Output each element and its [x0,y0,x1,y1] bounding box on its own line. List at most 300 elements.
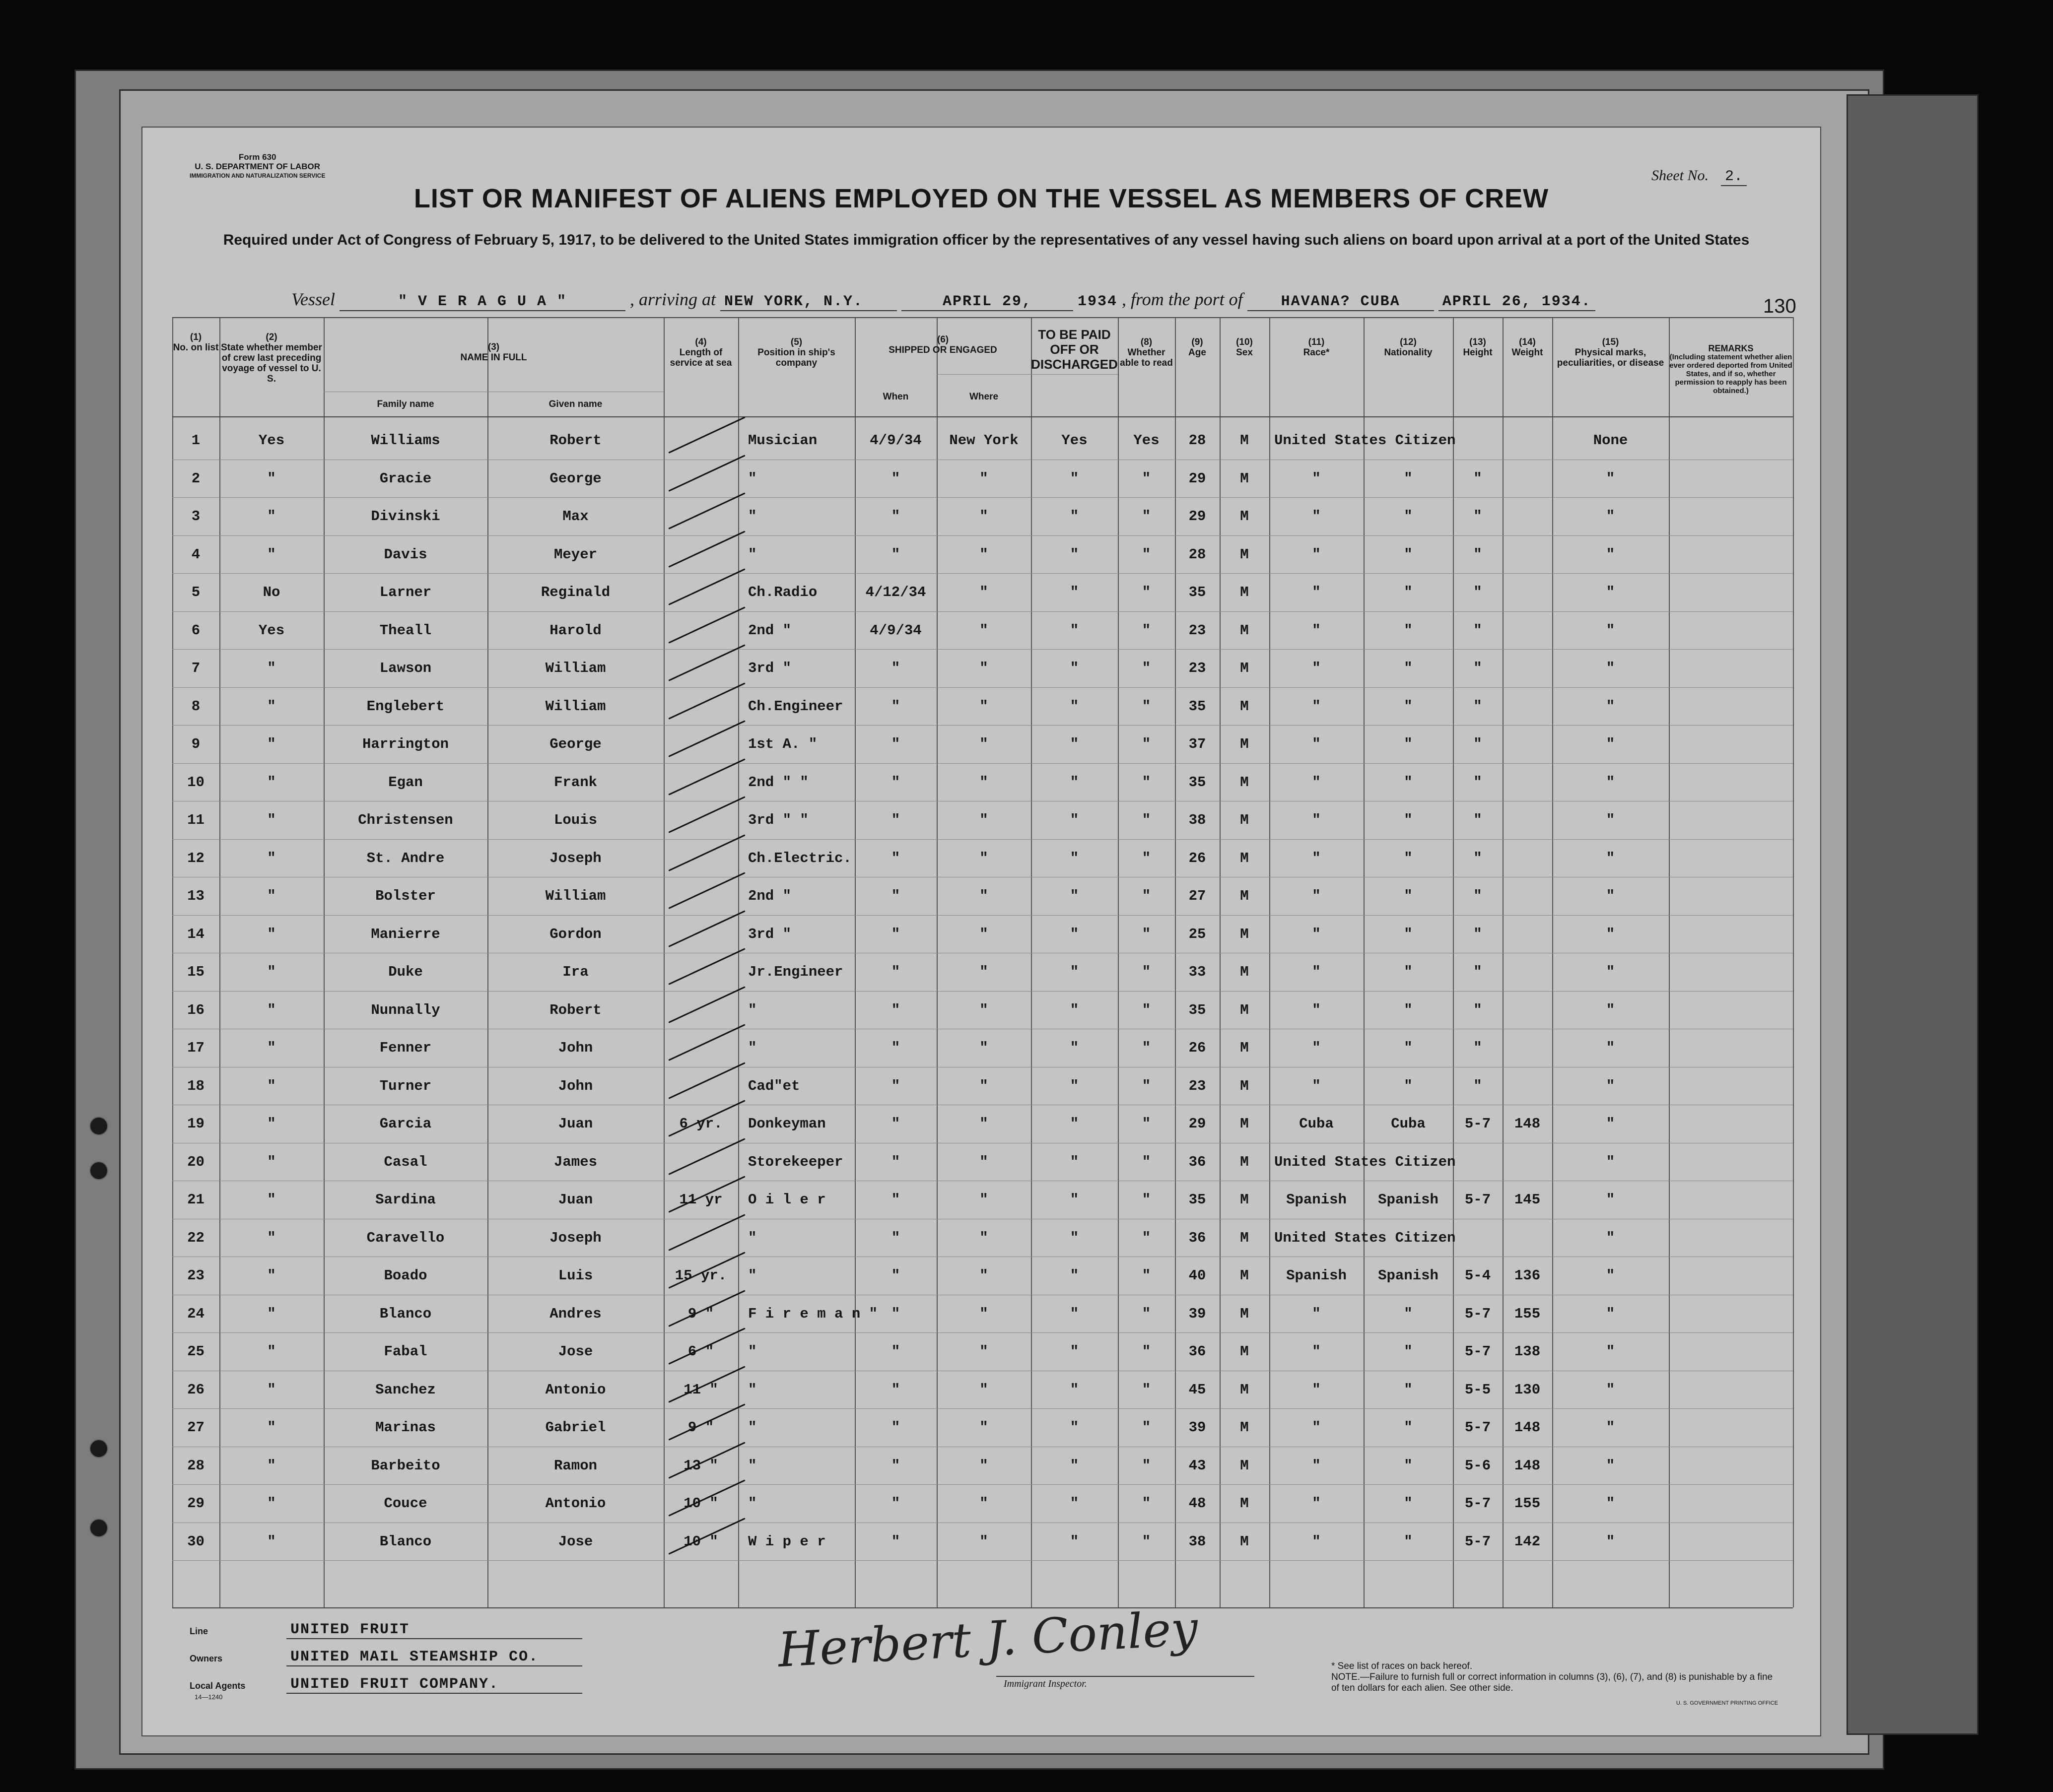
cell-service: 11 " [684,1381,718,1398]
cell-position: " [748,1001,757,1018]
table-row [172,1105,1793,1142]
table-row [172,725,1793,763]
table-row [172,497,1793,535]
cell-age: 27 [1188,888,1206,904]
table-row [172,1484,1793,1522]
cell-given: Antonio [545,1495,606,1512]
cell-age: 29 [1188,470,1206,487]
cell-no: 6 [191,622,201,639]
table-row [172,877,1793,915]
from-label: , from the port of [1122,289,1243,309]
col-header-physical-marks: (15) Physical marks, peculiarities, or disease [1557,337,1664,368]
cell-given: Max [562,508,589,525]
cell-race: " [1312,964,1321,980]
cell-sex: M [1240,1419,1249,1436]
table-row [172,611,1793,649]
cell-race: " [1312,1077,1321,1094]
cell-no: 9 [191,736,201,752]
cell-family: Fenner [379,1040,432,1056]
cell-where: " [979,622,988,639]
cell-marks: " [1606,698,1615,715]
cell-read: " [1142,1192,1151,1208]
cell-where: " [979,1343,988,1360]
checkmark-stroke [668,568,745,605]
cell-height: " [1473,964,1482,980]
cell-when: " [891,1457,900,1474]
cell-marks: " [1606,1192,1615,1208]
cell-height: 5-7 [1464,1192,1491,1208]
cell-where: " [979,546,988,563]
cell-family: Manierre [371,926,440,942]
cell-where: " [979,1305,988,1322]
cell-given: Louis [553,812,597,828]
col-header-height: (13) Height [1463,337,1493,358]
cell-prev: " [267,1495,276,1512]
cell-marks: " [1606,736,1615,752]
cell-age: 23 [1188,622,1206,639]
cell-when: " [891,1419,900,1436]
sheet-label: Sheet No. [1651,167,1709,184]
cell-prev: Yes [258,622,285,639]
cell-family: Fabal [384,1343,427,1360]
col-header-name: (3) NAME IN FULL [460,342,527,363]
cell-where: " [979,736,988,752]
footnote [1331,1661,1778,1709]
cell-prev: No [263,584,280,600]
arriving-label: , arriving at [629,289,716,309]
cell-marks: " [1606,508,1615,525]
cell-when: 4/9/34 [870,622,922,639]
cell-where: " [979,1267,988,1284]
cell-sex: M [1240,1040,1249,1056]
background-sheet-edge [1847,94,1979,1735]
cell-height: " [1473,926,1482,942]
checkmark-stroke [668,872,745,909]
cell-no: 14 [187,926,205,942]
cell-paid: " [1070,736,1079,752]
table-row [172,1219,1793,1257]
cell-no: 22 [187,1229,205,1246]
cell-given: Harold [549,622,602,639]
cell-position: " [748,1381,757,1398]
cell-race: " [1312,1495,1321,1512]
checkmark-stroke [668,1024,745,1061]
cell-height: 5-4 [1464,1267,1491,1284]
cell-position: Storekeeper [748,1153,843,1170]
cell-age: 36 [1188,1343,1206,1360]
cell-paid: " [1070,1419,1079,1436]
cell-paid: " [1070,1533,1079,1550]
cell-sex: M [1240,508,1249,525]
cell-position: 2nd " [748,622,792,639]
cell-position: " [748,1229,757,1246]
cell-marks: " [1606,1305,1615,1322]
binder-hole [89,1161,108,1180]
cell-prev: " [267,1153,276,1170]
cell-when: " [891,1495,900,1512]
cell-marks: " [1606,584,1615,600]
cell-position: F i r e m a n " [748,1305,878,1322]
cell-when: " [891,1533,900,1550]
cell-nationality: " [1404,508,1413,525]
arrival-year: 1934 [1078,293,1118,310]
cell-nationality: " [1404,622,1413,639]
cell-height: 5-7 [1464,1419,1491,1436]
cell-age: 36 [1188,1153,1206,1170]
cell-position: 3rd " " [748,812,809,828]
cell-race: " [1312,660,1321,676]
cell-race: " [1312,698,1321,715]
cell-no: 10 [187,774,205,791]
col-header-paid-off: TO BE PAID OFF OR DISCHARGED [1031,327,1118,372]
cell-when: " [891,546,900,563]
cell-sex: M [1240,698,1249,715]
cell-nationality: " [1404,660,1413,676]
cell-nationality: " [1404,736,1413,752]
cell-sex: M [1240,888,1249,904]
cell-paid: " [1070,812,1079,828]
checkmark-stroke [668,910,745,947]
table-row [172,915,1793,953]
table-row [172,763,1793,801]
cell-prev: " [267,546,276,563]
cell-age: 29 [1188,1116,1206,1132]
checkmark-stroke [668,720,745,757]
cell-prev: " [267,812,276,828]
cell-position: Jr.Engineer [748,964,843,980]
checkmark-stroke [668,796,745,833]
cell-read: " [1142,850,1151,866]
cell-read: " [1142,1077,1151,1094]
cell-where: " [979,1381,988,1398]
cell-no: 4 [191,546,201,563]
col-header-when: When [883,392,909,402]
col-header-given-name: Given name [548,399,603,409]
cell-family: St. Andre [366,850,445,866]
crew-table [172,317,1793,1607]
cell-no: 28 [187,1457,205,1474]
cell-service: 6 yr. [679,1116,723,1132]
cell-height: 5-7 [1464,1343,1491,1360]
cell-family: Gracie [379,470,432,487]
cell-position: " [748,1457,757,1474]
cell-position: Donkeyman [748,1116,826,1132]
cell-race: " [1312,470,1321,487]
cell-age: 39 [1188,1419,1206,1436]
cell-no: 8 [191,698,201,715]
cell-read: " [1142,470,1151,487]
cell-height: 5-7 [1464,1305,1491,1322]
cell-read: " [1142,888,1151,904]
cell-where: " [979,1419,988,1436]
table-row [172,535,1793,573]
cell-family: Turner [379,1077,432,1094]
cell-family: Garcia [379,1116,432,1132]
cell-position: 3rd " [748,926,792,942]
cell-marks: None [1593,432,1628,449]
table-row [172,1257,1793,1294]
cell-no: 19 [187,1116,205,1132]
cell-service: 10 " [684,1533,718,1550]
cell-where: " [979,470,988,487]
cell-given: Reginald [541,584,611,600]
cell-prev: " [267,1533,276,1550]
cell-paid: " [1070,1267,1079,1284]
cell-marks: " [1606,1153,1615,1170]
cell-where: New York [949,432,1019,449]
cell-race: " [1312,1001,1321,1018]
cell-when: " [891,1229,900,1246]
cell-prev: " [267,774,276,791]
cell-paid: " [1070,888,1079,904]
cell-race: " [1312,1381,1321,1398]
cell-family: Williams [371,432,440,449]
cell-position: " [748,546,757,563]
cell-sex: M [1240,1229,1249,1246]
cell-no: 29 [187,1495,205,1512]
cell-given: James [553,1153,597,1170]
cell-marks: " [1606,622,1615,639]
cell-service: 13 " [684,1457,718,1474]
cell-no: 30 [187,1533,205,1550]
cell-nationality: " [1404,1040,1413,1056]
owners-value: UNITED MAIL STEAMSHIP CO. [286,1649,582,1666]
cell-race: " [1312,812,1321,828]
cell-read: " [1142,660,1151,676]
cell-paid: " [1070,1343,1079,1360]
cell-nationality: " [1404,774,1413,791]
cell-when: " [891,470,900,487]
cell-race: United States Citizen [1274,432,1456,449]
cell-height: 5-6 [1464,1457,1491,1474]
cell-family: Davis [384,546,427,563]
cell-height: " [1473,736,1482,752]
cell-given: Antonio [545,1381,606,1398]
cell-paid: " [1070,1229,1079,1246]
cell-where: " [979,1229,988,1246]
cell-paid: " [1070,1495,1079,1512]
cell-position: " [748,1267,757,1284]
cell-height: " [1473,508,1482,525]
cell-sex: M [1240,1267,1249,1284]
cell-nationality: " [1404,1343,1413,1360]
cell-family: Sardina [375,1192,436,1208]
cell-age: 36 [1188,1229,1206,1246]
cell-marks: " [1606,660,1615,676]
sheet-value: 2. [1721,168,1747,186]
cell-prev: " [267,1192,276,1208]
cell-when: " [891,774,900,791]
cell-where: " [979,1077,988,1094]
col-header-shipped: (6) SHIPPED OR ENGAGED [889,334,997,355]
cell-when: " [891,1381,900,1398]
cell-read: " [1142,812,1151,828]
cell-weight: 148 [1514,1419,1541,1436]
vessel-label: Vessel [291,289,335,309]
cell-where: " [979,812,988,828]
cell-read: " [1142,1343,1151,1360]
cell-read: " [1142,1419,1151,1436]
cell-marks: " [1606,1077,1615,1094]
cell-race: " [1312,1305,1321,1322]
agents-value: UNITED FRUIT COMPANY. [286,1676,582,1694]
cell-sex: M [1240,1192,1249,1208]
cell-nationality: " [1404,812,1413,828]
col-header-race: (11) Race* [1303,337,1330,358]
cell-weight: 148 [1514,1457,1541,1474]
cell-age: 43 [1188,1457,1206,1474]
cell-paid: " [1070,1040,1079,1056]
page-subtitle: Required under Act of Congress of February 5, 1917, to be delivered to the United States immigration officer by the representatives of any vessel having such aliens on board upon arrival at a port of the United States [223,232,1750,248]
cell-age: 26 [1188,850,1206,866]
cell-race: " [1312,1343,1321,1360]
cell-race: " [1312,926,1321,942]
cell-read: " [1142,1040,1151,1056]
cell-prev: " [267,1267,276,1284]
cell-prev: " [267,1419,276,1436]
cell-family: Christensen [358,812,453,828]
cell-service: 9 " [687,1305,714,1322]
cell-sex: M [1240,850,1249,866]
cell-paid: " [1070,964,1079,980]
cell-sex: M [1240,1533,1249,1550]
cell-when: " [891,736,900,752]
checkmark-stroke [668,1214,745,1251]
cell-prev: " [267,698,276,715]
cell-race: " [1312,508,1321,525]
binder-hole [89,1519,108,1537]
table-row [172,1181,1793,1218]
cell-marks: " [1606,1229,1615,1246]
form-code: 14—1240 [195,1693,223,1701]
cell-where: " [979,1495,988,1512]
table-row [172,687,1793,725]
cell-given: Ira [562,964,589,980]
cell-age: 28 [1188,432,1206,449]
table-row [172,1332,1793,1370]
arrival-date: APRIL 29, [901,293,1073,311]
cell-family: Blanco [379,1305,432,1322]
cell-when: " [891,1192,900,1208]
printer-mark: U. S. GOVERNMENT PRINTING OFFICE [1676,1700,1778,1706]
cell-read: " [1142,546,1151,563]
cell-position: Ch.Electric. [748,850,852,866]
cell-when: 4/12/34 [865,584,926,600]
cell-marks: " [1606,964,1615,980]
cell-paid: " [1070,660,1079,676]
cell-read: " [1142,1381,1151,1398]
cell-given: Juan [558,1192,593,1208]
cell-age: 48 [1188,1495,1206,1512]
col-header-family-name: Family name [377,399,434,409]
service: IMMIGRATION AND NATURALIZATION SERVICE [190,172,326,179]
vessel-line [291,289,1595,311]
cell-where: " [979,1192,988,1208]
cell-when: " [891,1267,900,1284]
cell-age: 45 [1188,1381,1206,1398]
cell-age: 40 [1188,1267,1206,1284]
cell-marks: " [1606,1001,1615,1018]
cell-prev: " [267,888,276,904]
cell-where: " [979,1116,988,1132]
col-header-no: (1) No. on list [173,332,219,353]
cell-read: " [1142,1533,1151,1550]
cell-nationality: " [1404,1001,1413,1018]
cell-sex: M [1240,584,1249,600]
arrival-port: NEW YORK, N.Y. [720,293,897,311]
cell-where: " [979,698,988,715]
cell-sex: M [1240,1495,1249,1512]
table-row [172,1295,1793,1332]
cell-service: 9 " [687,1419,714,1436]
cell-race: " [1312,1457,1321,1474]
cell-service: 6 " [687,1343,714,1360]
cell-read: " [1142,622,1151,639]
cell-given: Meyer [553,546,597,563]
cell-race: Spanish [1286,1192,1347,1208]
cell-age: 38 [1188,812,1206,828]
cell-weight: 136 [1514,1267,1541,1284]
cell-service: 11 yr [679,1192,723,1208]
checkmark-stroke [668,758,745,796]
cell-given: Gordon [549,926,602,942]
cell-age: 35 [1188,584,1206,600]
cell-read: " [1142,1229,1151,1246]
cell-prev: " [267,660,276,676]
cell-height: " [1473,546,1482,563]
cell-nationality: Cuba [1391,1116,1426,1132]
cell-position: W i p e r [748,1533,826,1550]
cell-no: 13 [187,888,205,904]
table-row [172,1523,1793,1560]
cell-where: " [979,888,988,904]
vessel-name: " V E R A G U A " [340,293,625,311]
cell-paid: " [1070,1116,1079,1132]
cell-family: Casal [384,1153,427,1170]
cell-position: 2nd " [748,888,792,904]
cell-when: " [891,660,900,676]
cell-read: " [1142,736,1151,752]
cell-race: Cuba [1299,1116,1334,1132]
cell-paid: Yes [1061,432,1088,449]
cell-race: " [1312,888,1321,904]
cell-paid: " [1070,1381,1079,1398]
cell-family: Boado [384,1267,427,1284]
cell-age: 35 [1188,1001,1206,1018]
checkmark-stroke [668,531,745,568]
cell-sex: M [1240,812,1249,828]
cell-height: " [1473,1001,1482,1018]
cell-nationality: " [1404,1533,1413,1550]
cell-weight: 142 [1514,1533,1541,1550]
cell-height: " [1473,1040,1482,1056]
cell-given: George [549,470,602,487]
cell-family: Marinas [375,1419,436,1436]
cell-age: 33 [1188,964,1206,980]
cell-age: 35 [1188,698,1206,715]
departure-date: APRIL 26, 1934. [1438,293,1595,311]
checkmark-stroke [668,948,745,985]
cell-family: Couce [384,1495,427,1512]
table-row [172,1067,1793,1105]
cell-given: Jose [558,1343,593,1360]
col-header-read: (8) Whether able to read [1120,337,1173,368]
cell-paid: " [1070,470,1079,487]
cell-prev: " [267,1457,276,1474]
cell-family: Theall [379,622,432,639]
cell-height: " [1473,470,1482,487]
cell-height: 5-7 [1464,1116,1491,1132]
